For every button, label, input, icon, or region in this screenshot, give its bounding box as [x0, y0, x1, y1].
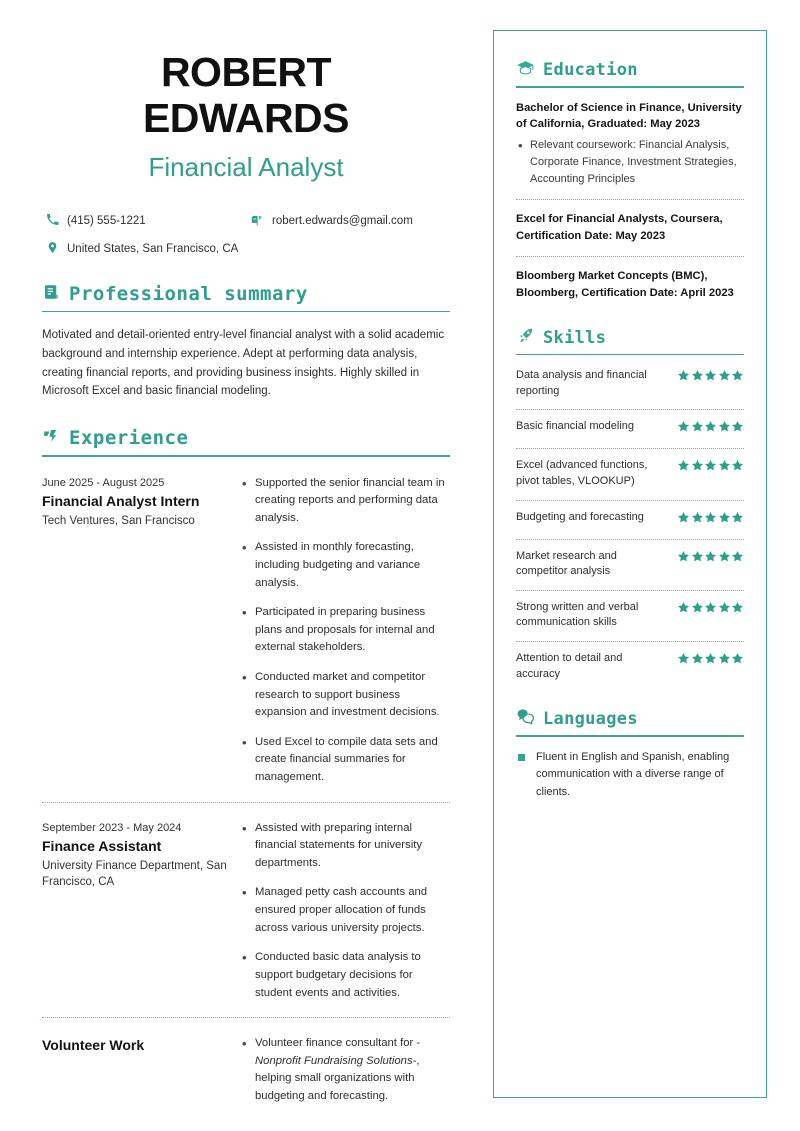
star-icon	[704, 459, 717, 472]
professional-summary-title: Professional summary	[69, 283, 308, 306]
skills-title: Skills	[543, 327, 607, 348]
experience-entry-meta	[42, 1035, 228, 1105]
star-icon	[677, 601, 690, 614]
star-icon	[718, 652, 731, 665]
experience-bullet: • Supported the senior financial team in creating reports and performing data analysis.	[242, 475, 450, 528]
email-value: robert.edwards@gmail.com	[272, 215, 413, 228]
languages-title: Languages	[543, 709, 638, 730]
star-icon	[704, 652, 717, 665]
skills-heading	[516, 326, 744, 354]
bullet-before: Volunteer finance consultant for -	[255, 1037, 421, 1050]
star-icon	[677, 369, 690, 382]
education-entry-title: Excel for Financial Analysts, Coursera, Certification Date: May 2023	[516, 213, 723, 243]
experience-bullet	[242, 1035, 450, 1105]
star-icon	[718, 601, 731, 614]
skill-name: Attention to detail and accuracy	[516, 651, 623, 680]
star-icon	[691, 550, 704, 563]
first-name: ROBERT	[160, 49, 332, 95]
graduation-cap-icon	[516, 58, 535, 82]
skill-rating	[677, 651, 745, 670]
star-icon	[718, 511, 731, 524]
experience-bullet: • Participated in preparing business plans and proposals for internal and external stakeholders.	[242, 604, 450, 657]
summary-divider	[42, 311, 450, 313]
star-icon	[731, 420, 744, 433]
scroll-icon	[42, 283, 60, 306]
star-icon	[718, 459, 731, 472]
education-separator	[516, 199, 744, 200]
skill-rating	[677, 510, 745, 529]
skills-divider	[516, 354, 744, 356]
star-icon	[704, 550, 717, 563]
skill-row	[516, 457, 744, 490]
education-bullet: • Relevant coursework: Financial Analysis, Corporate Finance, Investment Strategies, Accounting Principles	[516, 137, 744, 188]
experience-entry-meta	[42, 820, 228, 1002]
star-icon	[691, 511, 704, 524]
section-languages	[516, 707, 744, 801]
languages-heading	[516, 707, 744, 735]
section-experience	[42, 427, 450, 1106]
section-professional-summary	[42, 283, 450, 401]
experience-bullet: • Conducted market and competitor research to support business expansion and investment decisions.	[242, 669, 450, 722]
star-icon	[691, 601, 704, 614]
skill-row	[516, 548, 744, 581]
last-name: EDWARDS	[142, 94, 350, 141]
skill-separator	[516, 641, 744, 642]
star-icon	[677, 550, 690, 563]
experience-heading	[42, 427, 450, 455]
skill-row	[516, 509, 744, 530]
education-divider	[516, 86, 744, 88]
experience-org: Tech Ventures, San Francisco	[42, 514, 195, 527]
experience-role: Volunteer Work	[42, 1037, 145, 1054]
skill-row	[516, 599, 744, 632]
experience-role: Finance Assistant	[42, 837, 162, 854]
star-icon	[731, 550, 744, 563]
skill-row	[516, 650, 744, 683]
experience-bullet: • Used Excel to compile data sets and create financial summaries for management.	[242, 734, 450, 787]
skill-rating	[677, 419, 745, 438]
summary-text: Motivated and detail-oriented entry-level financial analyst with a solid academic background and internship experience. Adept at performing data analysis, creating financial reports, and providing business insights. Highly skilled in Microsoft Excel and basic financial modeling.	[42, 329, 445, 398]
education-heading	[516, 58, 744, 86]
location-value: United States, San Francisco, CA	[67, 242, 239, 255]
education-entry	[516, 268, 744, 302]
experience-entry-bullets	[242, 1035, 450, 1105]
job-title: Financial Analyst	[148, 151, 344, 182]
bullet-italic: Nonprofit Fundraising Solutions-	[255, 1054, 417, 1067]
contact-info	[42, 213, 450, 257]
skill-rating	[677, 368, 745, 387]
education-entry-title: Bachelor of Science in Finance, University of California, Graduated: May 2023	[516, 101, 742, 131]
experience-entry-bullets	[242, 475, 450, 787]
star-icon	[731, 652, 744, 665]
contact-phone[interactable]	[46, 213, 246, 230]
pennant-icon	[42, 427, 60, 450]
experience-date: September 2023 - May 2024	[42, 821, 182, 834]
languages-divider	[516, 735, 744, 737]
professional-summary-heading	[42, 283, 450, 311]
skill-rating	[677, 549, 745, 568]
star-icon	[731, 369, 744, 382]
skill-separator	[516, 590, 744, 591]
skill-name: Strong written and verbal communication skills	[516, 600, 639, 629]
experience-entry-meta	[42, 475, 228, 787]
skill-name: Budgeting and forecasting	[516, 510, 644, 523]
star-icon	[704, 420, 717, 433]
section-skills	[516, 326, 744, 684]
experience-divider	[42, 455, 450, 457]
education-entry	[516, 100, 744, 189]
star-icon	[691, 369, 704, 382]
education-title: Education	[543, 60, 638, 80]
star-icon	[677, 511, 690, 524]
skill-name: Data analysis and financial reporting	[516, 369, 647, 397]
rocket-icon	[516, 326, 535, 350]
experience-entry	[42, 471, 450, 787]
experience-entry	[42, 1031, 450, 1105]
skill-row	[516, 418, 744, 439]
experience-entry	[42, 816, 450, 1002]
star-icon	[691, 420, 704, 433]
language-item: Fluent in English and Spanish, enabling communication with a diverse range of clients.	[516, 749, 744, 801]
contact-email[interactable]	[250, 213, 450, 230]
skill-row	[516, 367, 744, 400]
education-separator	[516, 256, 744, 257]
phone-icon	[46, 213, 59, 229]
skill-name: Basic financial modeling	[516, 420, 635, 433]
experience-title: Experience	[69, 427, 189, 450]
star-icon	[731, 511, 744, 524]
star-icon	[704, 601, 717, 614]
star-icon	[677, 652, 690, 665]
education-entry-title: Bloomberg Market Concepts (BMC), Bloomberg, Certification Date: April 2023	[516, 269, 734, 299]
languages-list	[516, 749, 744, 801]
skill-rating	[677, 458, 745, 477]
experience-separator	[42, 1017, 450, 1018]
skill-separator	[516, 539, 744, 540]
star-icon	[718, 369, 731, 382]
contact-location	[46, 241, 246, 257]
star-icon	[718, 550, 731, 563]
star-icon	[691, 459, 704, 472]
bullet-after: , helping small organizations with budgeting and forecasting.	[255, 1054, 420, 1102]
section-education	[516, 58, 744, 302]
star-icon	[704, 511, 717, 524]
experience-role: Financial Analyst Intern	[42, 492, 200, 509]
experience-org: University Finance Department, San Francisco, CA	[42, 859, 227, 889]
star-icon	[704, 369, 717, 382]
experience-bullet: • Conducted basic data analysis to support budgetary decisions for student events and activities.	[242, 949, 450, 1002]
name-block	[42, 42, 450, 183]
education-entry	[516, 211, 744, 245]
phone-value: (415) 555-1221	[67, 215, 146, 228]
experience-bullet: • Managed petty cash accounts and ensured proper allocation of funds across various university projects.	[242, 884, 450, 937]
skill-separator	[516, 448, 744, 449]
right-panel	[493, 30, 767, 1098]
experience-entry-bullets	[242, 820, 450, 1002]
star-icon	[677, 459, 690, 472]
skill-rating	[677, 600, 745, 619]
speech-bubble-icon	[516, 707, 535, 731]
star-icon	[718, 420, 731, 433]
experience-bullet: • Assisted with preparing internal financial statements for university departments.	[242, 820, 450, 873]
star-icon	[677, 420, 690, 433]
mailbox-icon	[250, 213, 264, 230]
experience-bullet: • Assisted in monthly forecasting, including budgeting and variance analysis.	[242, 539, 450, 592]
location-pin-icon	[46, 241, 59, 257]
star-icon	[691, 652, 704, 665]
skill-name: Market research and competitor analysis	[516, 549, 617, 578]
experience-date: June 2025 - August 2025	[42, 476, 165, 489]
skill-separator	[516, 500, 744, 501]
skill-separator	[516, 409, 744, 410]
skill-name: Excel (advanced functions, pivot tables, VLOOKUP)	[516, 459, 648, 487]
star-icon	[731, 601, 744, 614]
star-icon	[731, 459, 744, 472]
experience-separator	[42, 802, 450, 803]
